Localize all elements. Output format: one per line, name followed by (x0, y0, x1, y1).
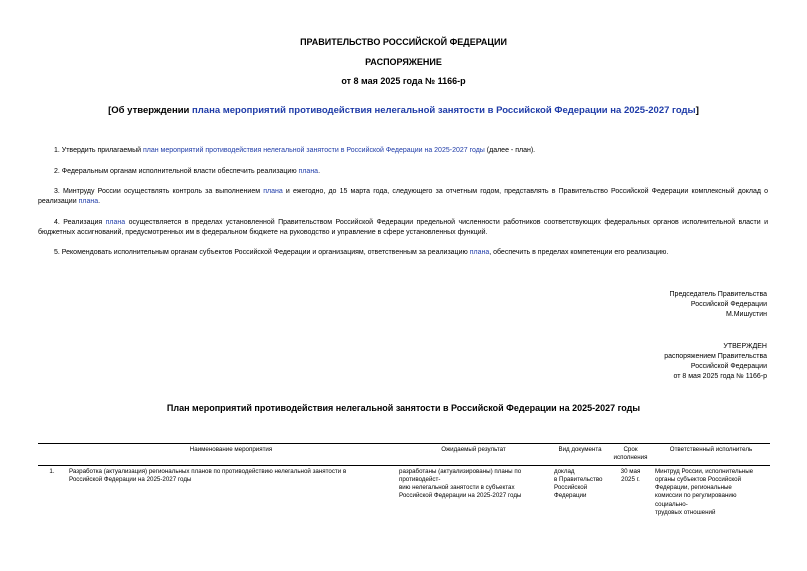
p5-text-end: , обеспечить в пределах компетенции его реализацию. (489, 249, 669, 256)
row-doc-line2: в Правительство (554, 475, 603, 483)
row-term-line1: 30 мая (620, 467, 641, 475)
row-exec-line4: комиссии по регулированию (655, 492, 737, 500)
row-term-line2: 2025 г. (621, 475, 640, 483)
p3-plan-link-2[interactable]: плана (78, 198, 99, 205)
row-exec-line3: Федерации, региональные (655, 484, 732, 492)
p1-text-end: (далее - план). (484, 147, 536, 154)
header-result: Ожидаемый результат (396, 444, 551, 466)
row-result-line1: разработаны (актуализированы) планы по (399, 467, 522, 475)
header-num (38, 444, 66, 466)
document-title (40, 105, 767, 116)
row-result-line2: противодейст- (399, 475, 441, 483)
paragraph-5 (38, 248, 768, 258)
p3-text-end: . (98, 198, 101, 205)
row-name (66, 465, 396, 519)
row-executor (652, 465, 770, 519)
p4-text-end: осуществляется в пределах установленной Правительством Российской Федерации предельной численности работников соответствующих федеральных органов исполнительной власти и бюджетных ассигнований, предусмотренных им в федеральном бюджете на руководство и управление в сфере установленных функций. (38, 219, 769, 236)
p4-plan-link[interactable]: плана (105, 219, 126, 226)
p3-text: 3. Минтруду России осуществлять контроль за выполнением (54, 188, 264, 195)
header-executor: Ответственный исполнитель (652, 444, 770, 466)
row-result-line4: Российской Федерации на 2025-2027 годы (399, 492, 522, 500)
p3-text-middle: и ежегодно, до 15 марта года, следующего за отчетным годом, представлять в Правительство Российской Федерации комплексный доклад о реализации (38, 188, 768, 205)
p5-plan-link[interactable]: плана (469, 249, 490, 256)
signature-block (670, 290, 767, 320)
row-number: 1. (49, 467, 55, 475)
header-term (609, 444, 652, 466)
p2-text-end: . (318, 168, 321, 175)
row-exec-line6: трудовых отношений (655, 509, 716, 517)
row-term (609, 465, 652, 519)
p2-plan-link[interactable]: плана (298, 168, 319, 175)
p3-plan-link-1[interactable]: плана (263, 188, 283, 195)
row-name-line2: Российской Федерации на 2025-2027 годы (69, 475, 192, 483)
approval-label: УТВЕРЖДЕН (723, 343, 767, 350)
row-result-line3: вию нелегальной занятости в субъектах (399, 484, 515, 492)
signature-name: М.Мишустин (725, 311, 767, 318)
paragraph-1 (38, 146, 768, 156)
approval-country: Российской Федерации (690, 363, 767, 370)
title-prefix: [Об утверждении (108, 105, 193, 116)
paragraph-3 (38, 187, 768, 207)
p5-text: 5. Рекомендовать исполнительным органам субъектов Российской Федерации и организациям, ответственным за реализацию (54, 249, 470, 256)
table-row (38, 465, 770, 519)
header-term-line1: Срок (623, 446, 638, 453)
government-heading: ПРАВИТЕЛЬСТВО РОССИЙСКОЙ ФЕДЕРАЦИИ (300, 37, 507, 47)
document-type: РАСПОРЯЖЕНИЕ (365, 57, 442, 67)
header-term-line2: исполнения (613, 454, 648, 462)
row-doc (551, 465, 609, 519)
header-name: Наименование мероприятия (66, 444, 396, 466)
title-plan-link[interactable]: плана мероприятий противодействия нелегальной занятости в Российской Федерации на 2025-2027 годы (192, 105, 696, 116)
table-header-row (38, 444, 770, 466)
document-date-number: от 8 мая 2025 года № 1166-р (341, 76, 466, 86)
signature-country: Российской Федерации (690, 301, 767, 308)
paragraph-4 (38, 218, 768, 238)
row-doc-line1: доклад (554, 467, 575, 475)
p1-text: 1. Утвердить прилагаемый (54, 147, 143, 154)
p1-plan-link[interactable]: план мероприятий противодействия нелегальной занятости в Российской Федерации на 2025-2027 годы (142, 147, 485, 154)
row-result (396, 465, 551, 519)
signature-position: Председатель Правительства (669, 291, 767, 298)
row-exec-line5: социально- (655, 500, 688, 508)
row-doc-line4: Федерации (554, 492, 587, 500)
title-suffix: ] (695, 105, 699, 116)
paragraph-2 (38, 167, 768, 177)
approval-by: распоряжением Правительства (664, 353, 767, 360)
approval-block (664, 342, 767, 382)
plan-table (38, 443, 770, 519)
approval-date: от 8 мая 2025 года № 1166-р (673, 373, 767, 380)
header-doc: Вид документа (551, 444, 609, 466)
p4-text: 4. Реализация (54, 219, 106, 226)
row-exec-line2: органы субъектов Российской (655, 475, 742, 483)
row-doc-line3: Российской (554, 484, 588, 492)
row-exec-line1: Минтруд России, исполнительные (655, 467, 754, 475)
row-name-line1: Разработка (актуализация) региональных планов по противодействию нелегальной занятости в (69, 467, 347, 475)
p2-text: 2. Федеральным органам исполнительной власти обеспечить реализацию (54, 168, 299, 175)
plan-title: План мероприятий противодействия нелегальной занятости в Российской Федерации на 2025-2027 годы (166, 403, 641, 413)
